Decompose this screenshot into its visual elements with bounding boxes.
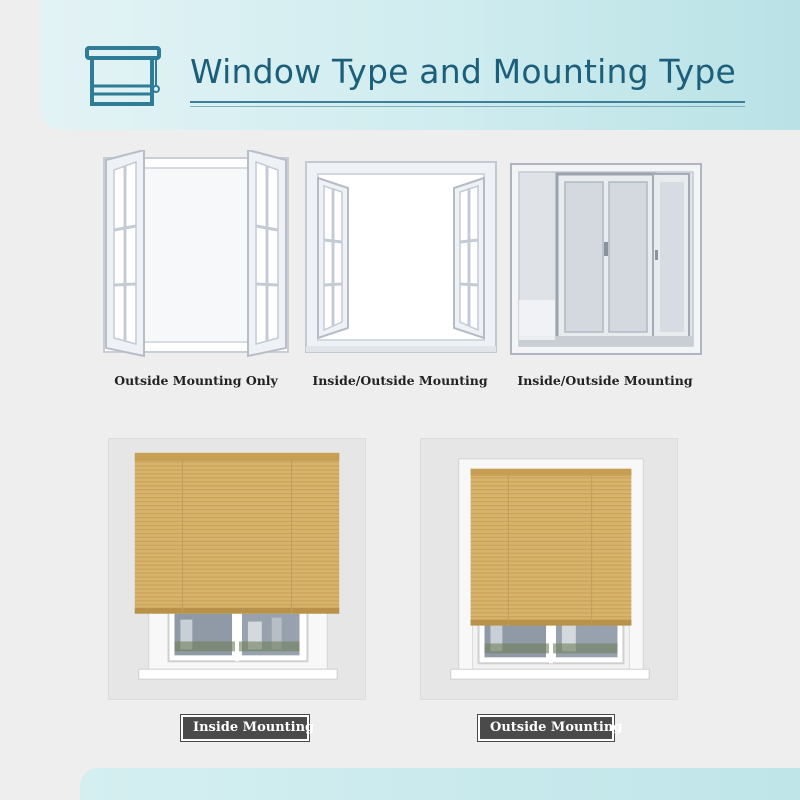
window-blind-icon bbox=[84, 42, 164, 112]
footer-banner bbox=[80, 768, 800, 800]
outside-mounting-photo bbox=[420, 438, 678, 700]
title-underline bbox=[190, 101, 745, 103]
inside-mounting-label: Inside Mounting bbox=[181, 715, 309, 741]
page-title: Window Type and Mounting Type bbox=[190, 52, 737, 91]
window-type-caption: Inside/Outside Mounting bbox=[517, 373, 693, 388]
window-type-caption: Inside/Outside Mounting bbox=[312, 373, 488, 388]
header-banner bbox=[40, 0, 800, 130]
inward-casement-window-image bbox=[300, 150, 500, 360]
sliding-window-image bbox=[505, 150, 705, 360]
title-underline-thin bbox=[190, 106, 745, 107]
inside-mounting-photo bbox=[108, 438, 366, 700]
outward-casement-window-image bbox=[96, 150, 296, 360]
outside-mounting-label: Outside Mounting bbox=[478, 715, 614, 741]
window-type-caption: Outside Mounting Only bbox=[114, 373, 278, 388]
